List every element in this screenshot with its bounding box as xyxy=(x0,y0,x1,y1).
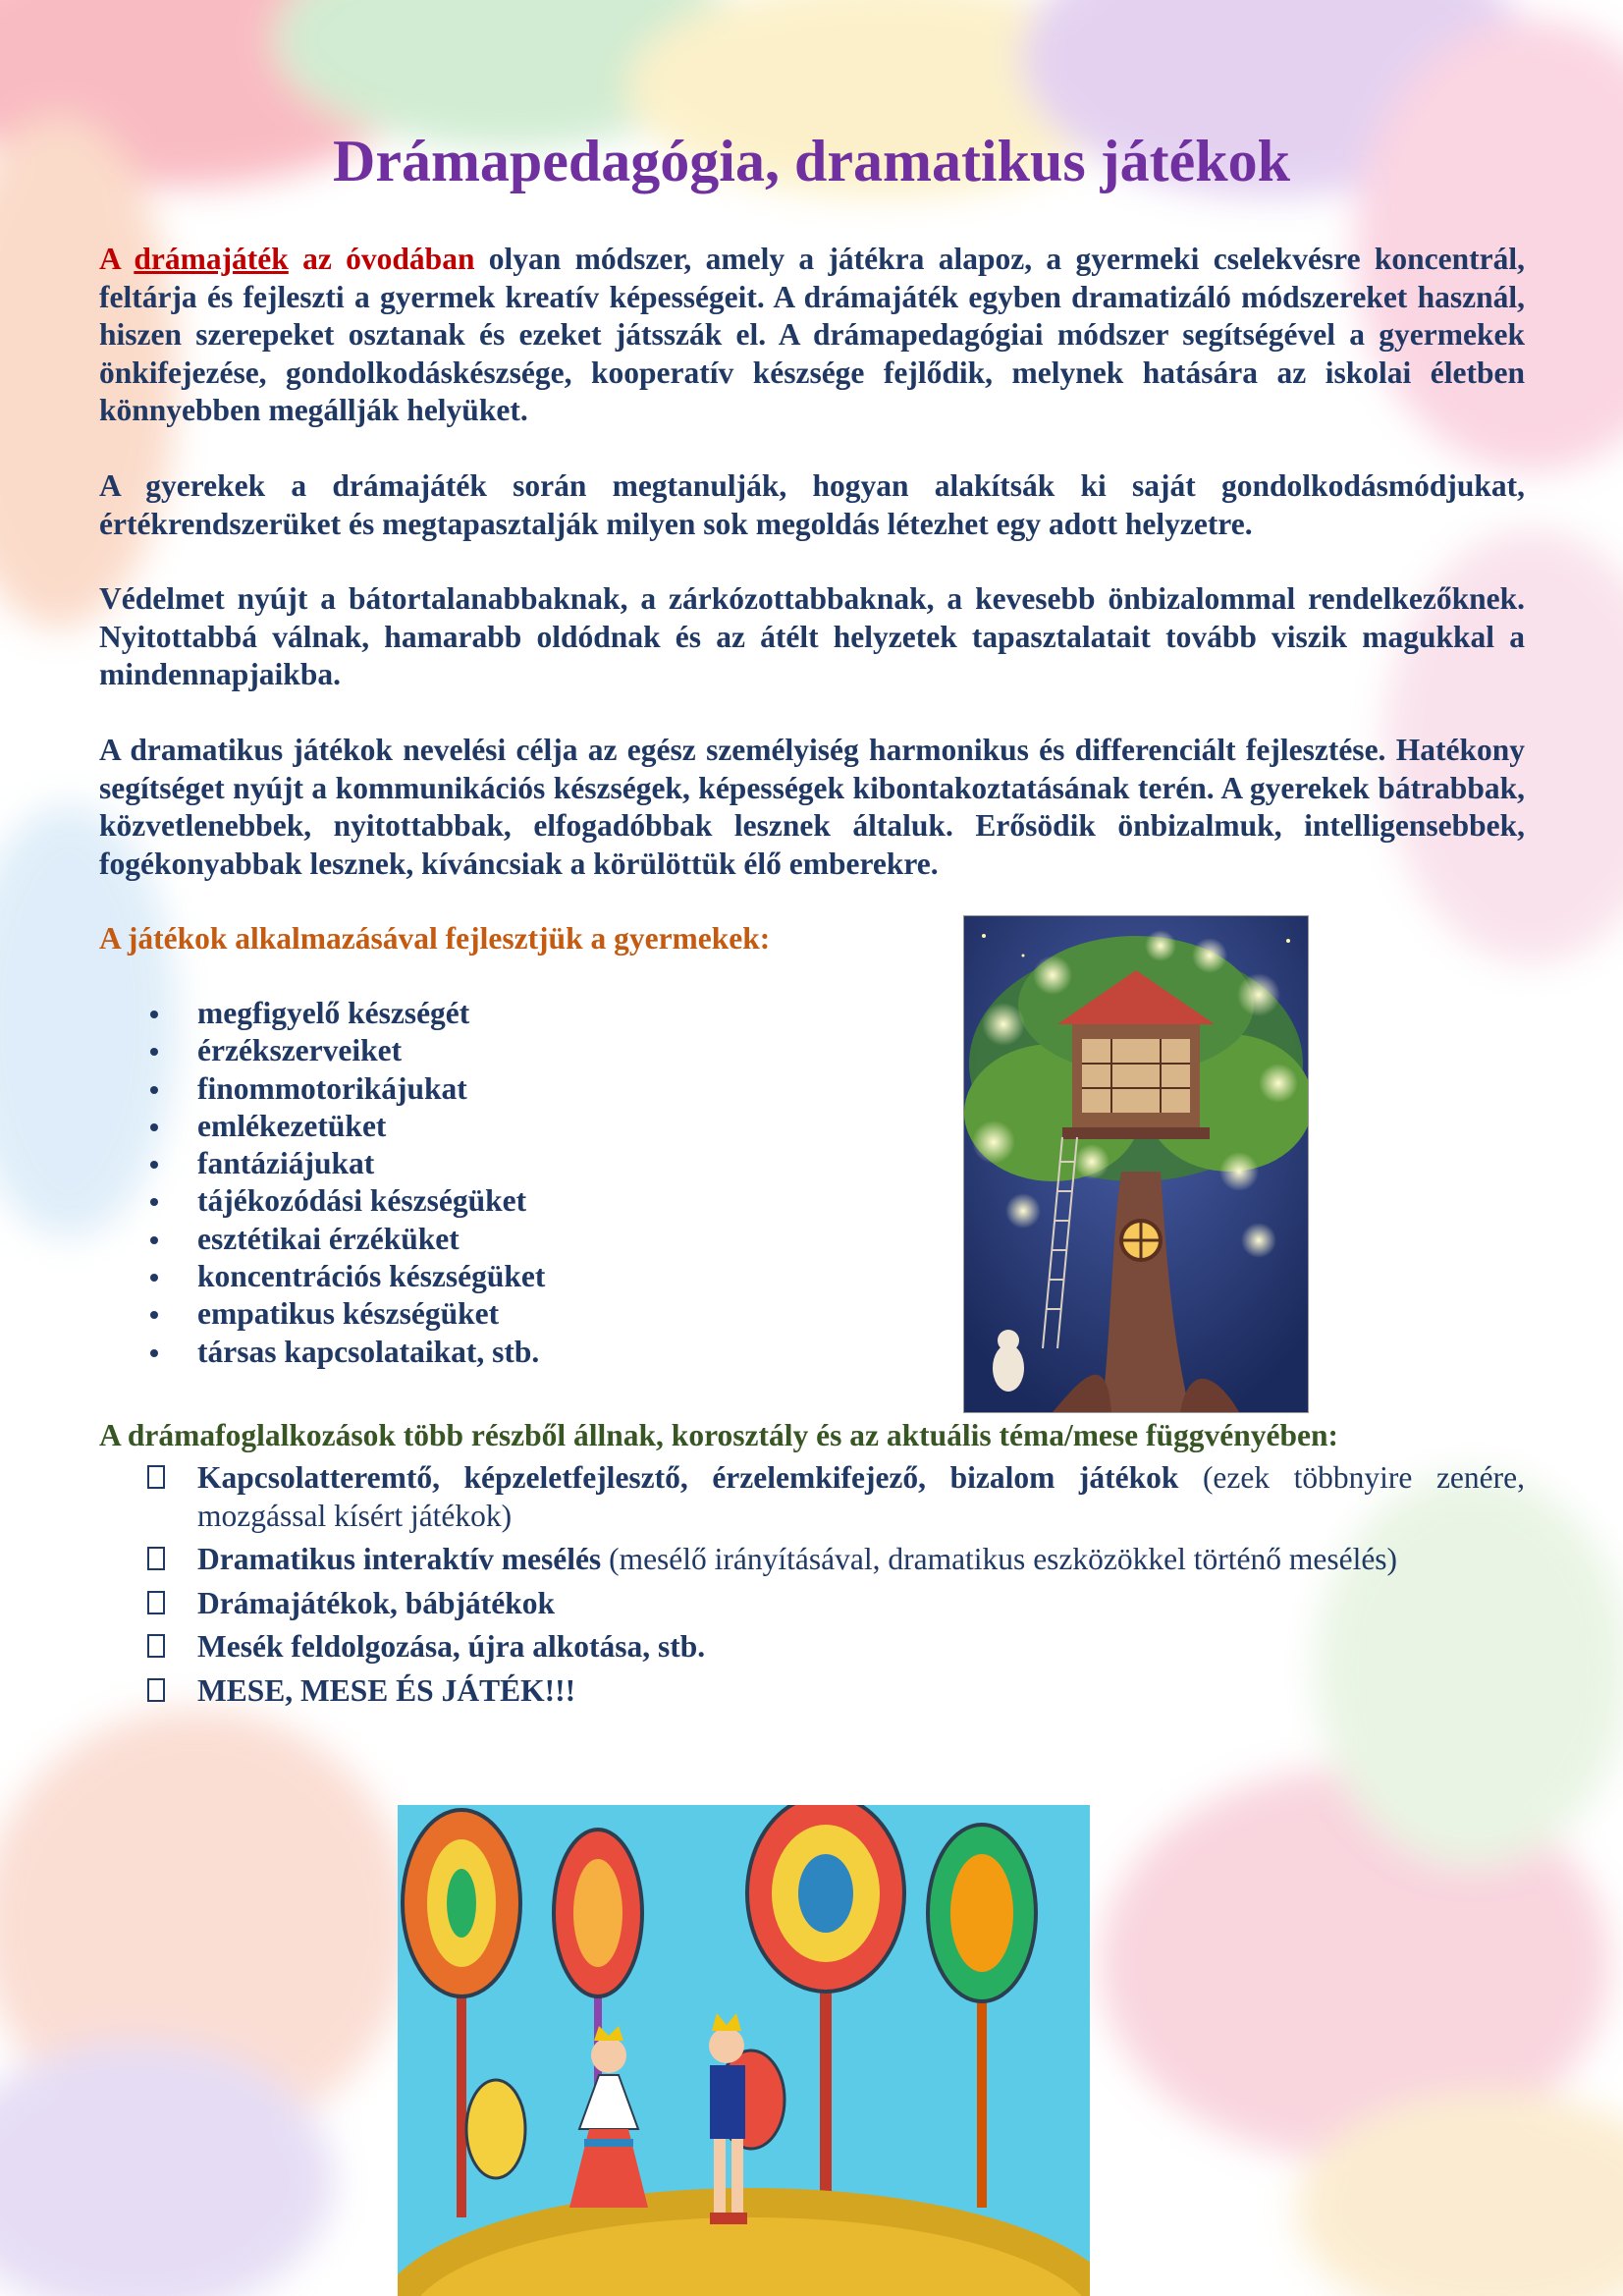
intro-lead-b: az óvodában xyxy=(288,242,475,276)
folk-art-illustration xyxy=(398,1805,1090,2296)
intro-lead-a: A xyxy=(99,242,135,276)
paragraph-3: Védelmet nyújt a bátortalanabbaknak, a zárkózottabbaknak, a kevesebb önbizalommal rendelkezőknek. Nyitottabbá válnak, hamarabb oldódnak és az átélt helyzetek tapasztalatait tovább viszik magukkal a mindennapjaikba. xyxy=(99,581,1525,691)
list-item: finommotorikájukat xyxy=(142,1070,545,1108)
page-title: Drámapedagógia, dramatikus játékok xyxy=(332,129,1291,193)
list-item: Dramatikus interaktív mesélés (mesélő irányításával, dramatikus eszközökkel történő mesélés) xyxy=(142,1541,1525,1579)
arrow-bullet-icon xyxy=(147,1547,165,1570)
arrow-bullet-icon xyxy=(147,1465,165,1489)
list-item: megfigyelő készségét xyxy=(142,995,545,1032)
arrow-bullet-icon xyxy=(147,1591,165,1614)
paragraph-4: A dramatikus játékok nevelési célja az egész személyiség harmonikus és differenciált fejlesztése. Hatékony segítséget nyújt a kommunikációs készségek, képességek kibontakoztatásának terén. A gyerekek bátrabbak, közvetlenebbek, nyitottabbak, elfogadóbbak lesznek általuk. Erősödik önbizalmuk, intelligensebbek, fogékonyabbak lesznek, kíváncsiak a körülöttük élő emberekre. xyxy=(99,733,1525,881)
list-item: empatikus készségüket xyxy=(142,1295,545,1333)
list-item: fantáziájukat xyxy=(142,1145,545,1182)
arrow-bullet-icon xyxy=(147,1634,165,1658)
list-item: Drámajátékok, bábjátékok xyxy=(142,1585,1525,1623)
bullet-icon xyxy=(150,1048,158,1056)
paragraph-intro xyxy=(99,241,1525,430)
parts-heading: A drámafoglalkozások több részből állnak, korosztály és az aktuális téma/mese függvényében: xyxy=(99,1418,1339,1452)
intro-rest: olyan módszer, amely a játékra alapoz, a gyermeki cselekvésre koncentrál, feltárja és fejleszti a gyermek kreatív képességeit. A drámajáték egyben dramatizáló módszereket használ, hiszen szerepeket osztanak és ezeket játsszák el. A drámapedagógiai módszer segítségével a gyermekek önkifejezése, gondolkodáskészsége, kooperatív készsége fejlődik, melynek hatására az iskolai életben könnyebben megállják helyüket. xyxy=(99,242,1525,427)
list-item: társas kapcsolataikat, stb. xyxy=(142,1334,545,1371)
list-item: Mesék feldolgozása, újra alkotása, stb. xyxy=(142,1628,1525,1667)
list-item: emlékezetüket xyxy=(142,1108,545,1145)
list-item: tájékozódási készségüket xyxy=(142,1182,545,1220)
bullet-icon xyxy=(150,1123,158,1131)
dramajatek-link[interactable]: drámajáték xyxy=(134,242,289,276)
tree-house-image xyxy=(964,916,1308,1412)
folk-art-image xyxy=(398,1805,1090,2296)
bullet-icon xyxy=(150,1311,158,1319)
list-item: Kapcsolatteremtő, képzeletfejlesztő, érzelemkifejező, bizalom játékok (ezek többnyire zenére, mozgással kísért játékok) xyxy=(142,1459,1525,1535)
bullet-icon xyxy=(150,1274,158,1282)
skills-heading: A játékok alkalmazásával fejlesztjük a gyermekek: xyxy=(99,921,771,956)
bullet-icon xyxy=(150,1236,158,1244)
parts-list xyxy=(142,1459,1525,1716)
list-item: esztétikai érzéküket xyxy=(142,1221,545,1258)
bullet-icon xyxy=(150,1086,158,1094)
list-item: koncentrációs készségüket xyxy=(142,1258,545,1295)
bullet-icon xyxy=(150,1161,158,1169)
paragraph-2: A gyerekek a drámajáték során megtanulják, hogyan alakítsák ki saját gondolkodásmódjukat, értékrendszerüket és megtapasztalják milyen sok megoldás létezhet egy adott helyzetre. xyxy=(99,468,1525,541)
bullet-icon xyxy=(150,1198,158,1206)
bullet-icon xyxy=(150,1349,158,1357)
list-item: érzékszerveiket xyxy=(142,1032,545,1069)
tree-house-illustration xyxy=(963,915,1309,1413)
bullet-icon xyxy=(150,1011,158,1018)
arrow-bullet-icon xyxy=(147,1678,165,1702)
skills-list xyxy=(142,995,545,1371)
list-item: MESE, MESE ÉS JÁTÉK!!! xyxy=(142,1672,1525,1711)
